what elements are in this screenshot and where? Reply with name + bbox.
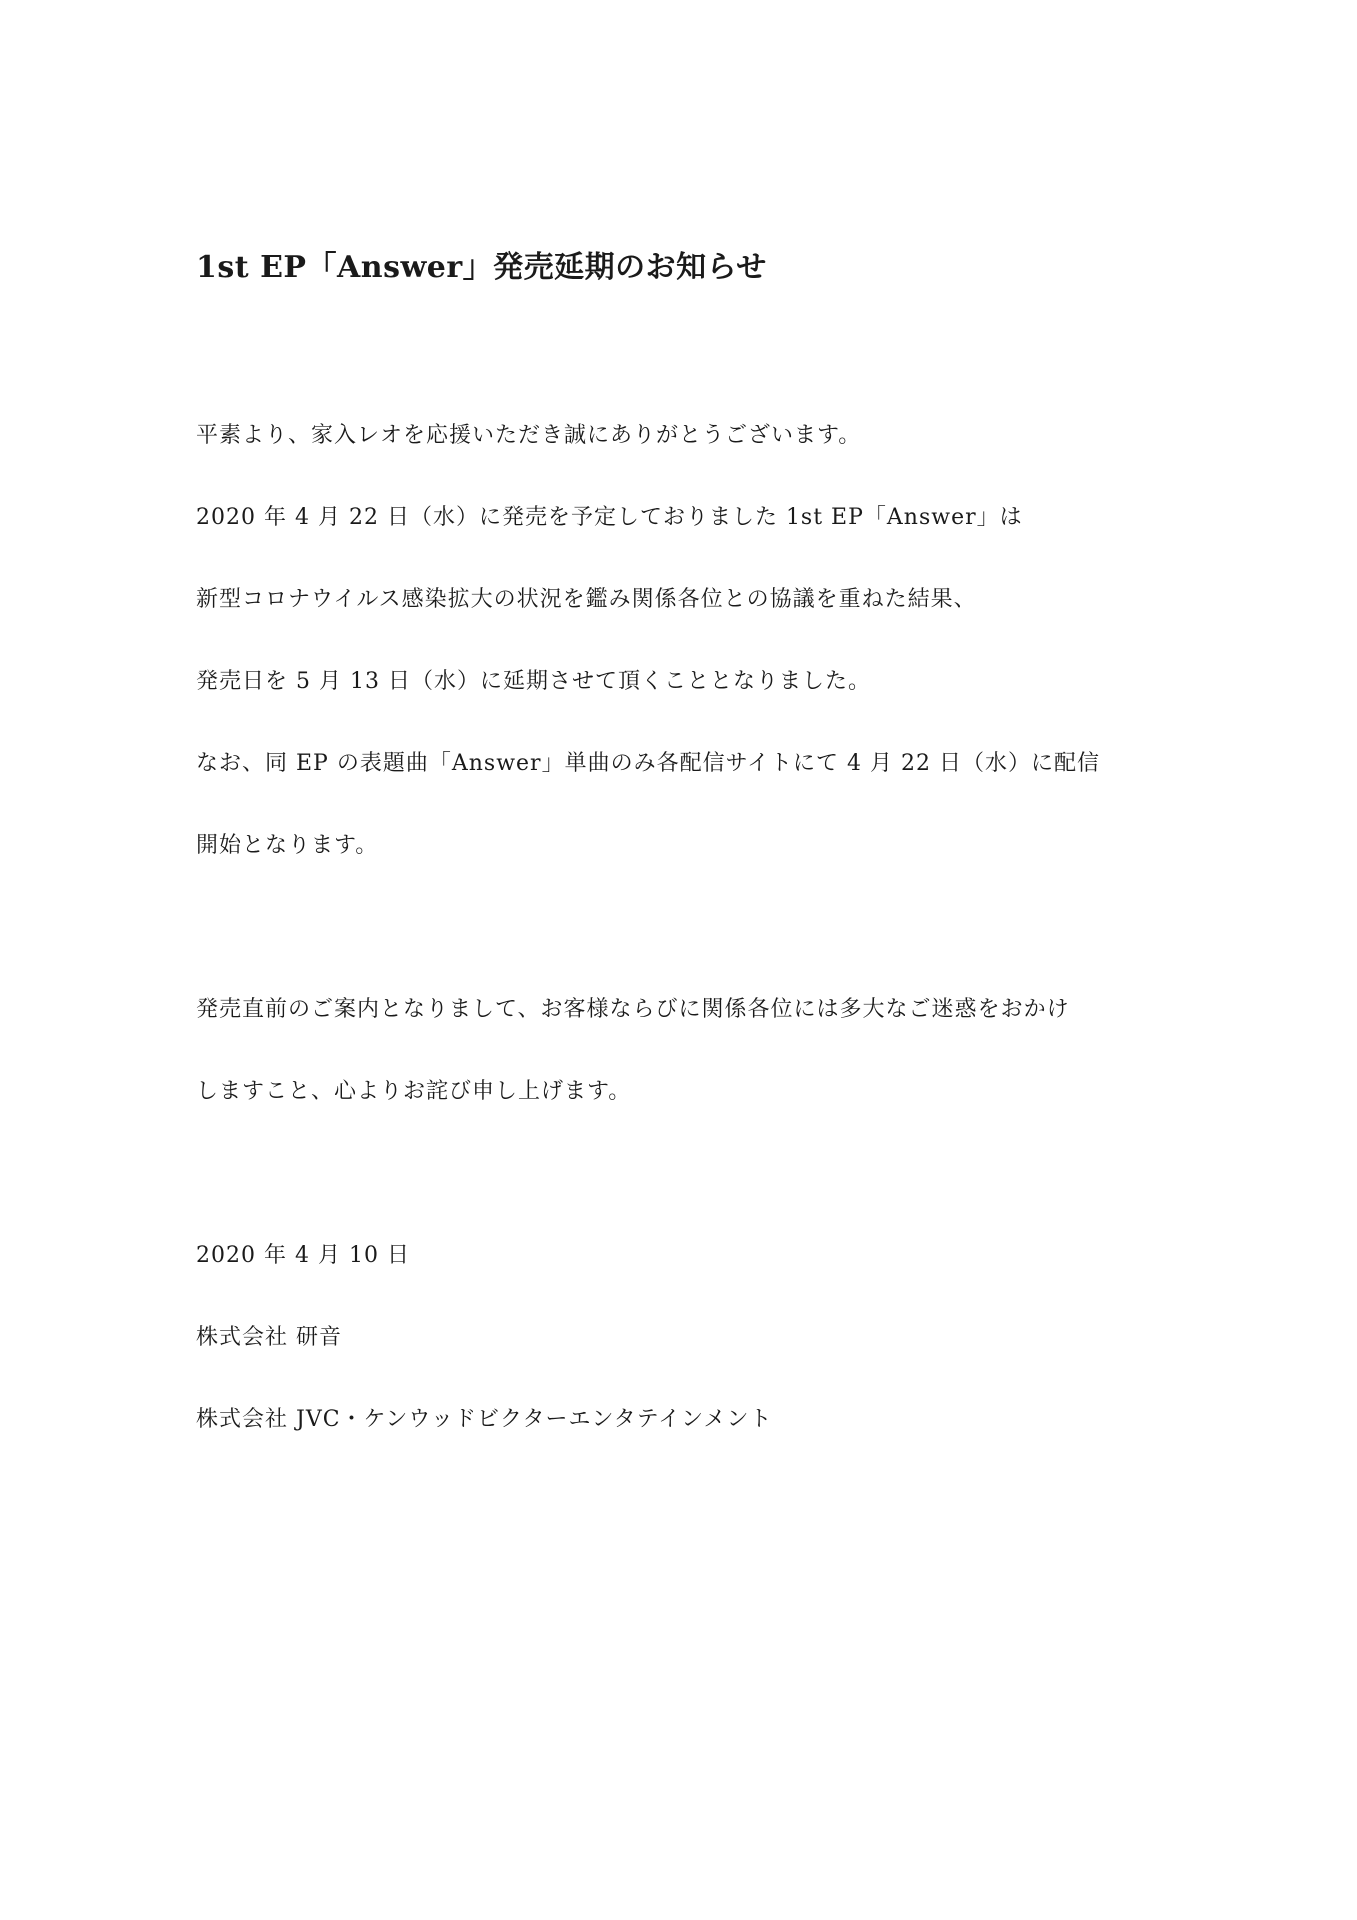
signatory-jvc-kenwood-victor: 株式会社 JVC・ケンウッドビクターエンタテインメント bbox=[196, 1407, 773, 1432]
body-line-digital-release-cont: 開始となります。 bbox=[196, 833, 379, 858]
body-line-covid-reason: 新型コロナウイルス感染拡大の状況を鑑み関係各位との協議を重ねた結果、 bbox=[196, 587, 977, 612]
signatory-kenon: 株式会社 研音 bbox=[196, 1325, 342, 1350]
body-line-new-date: 発売日を 5 月 13 日（水）に延期させて頂くこととなりました。 bbox=[196, 669, 871, 694]
document-title: 1st EP「Answer」発売延期のお知らせ bbox=[196, 250, 767, 285]
document-date: 2020 年 4 月 10 日 bbox=[196, 1243, 410, 1268]
body-line-apology-cont: しますこと、心よりお詫び申し上げます。 bbox=[196, 1079, 632, 1104]
body-line-release-schedule: 2020 年 4 月 22 日（水）に発売を予定しておりました 1st EP「Answer」は bbox=[196, 505, 1023, 530]
body-line-digital-release: なお、同 EP の表題曲「Answer」単曲のみ各配信サイトにて 4 月 22 日（水）に配信 bbox=[196, 751, 1100, 776]
body-line-greeting: 平素より、家入レオを応援いただき誠にありがとうございます。 bbox=[196, 423, 862, 448]
body-line-apology: 発売直前のご案内となりまして、お客様ならびに関係各位には多大なご迷惑をおかけ bbox=[196, 997, 1070, 1022]
